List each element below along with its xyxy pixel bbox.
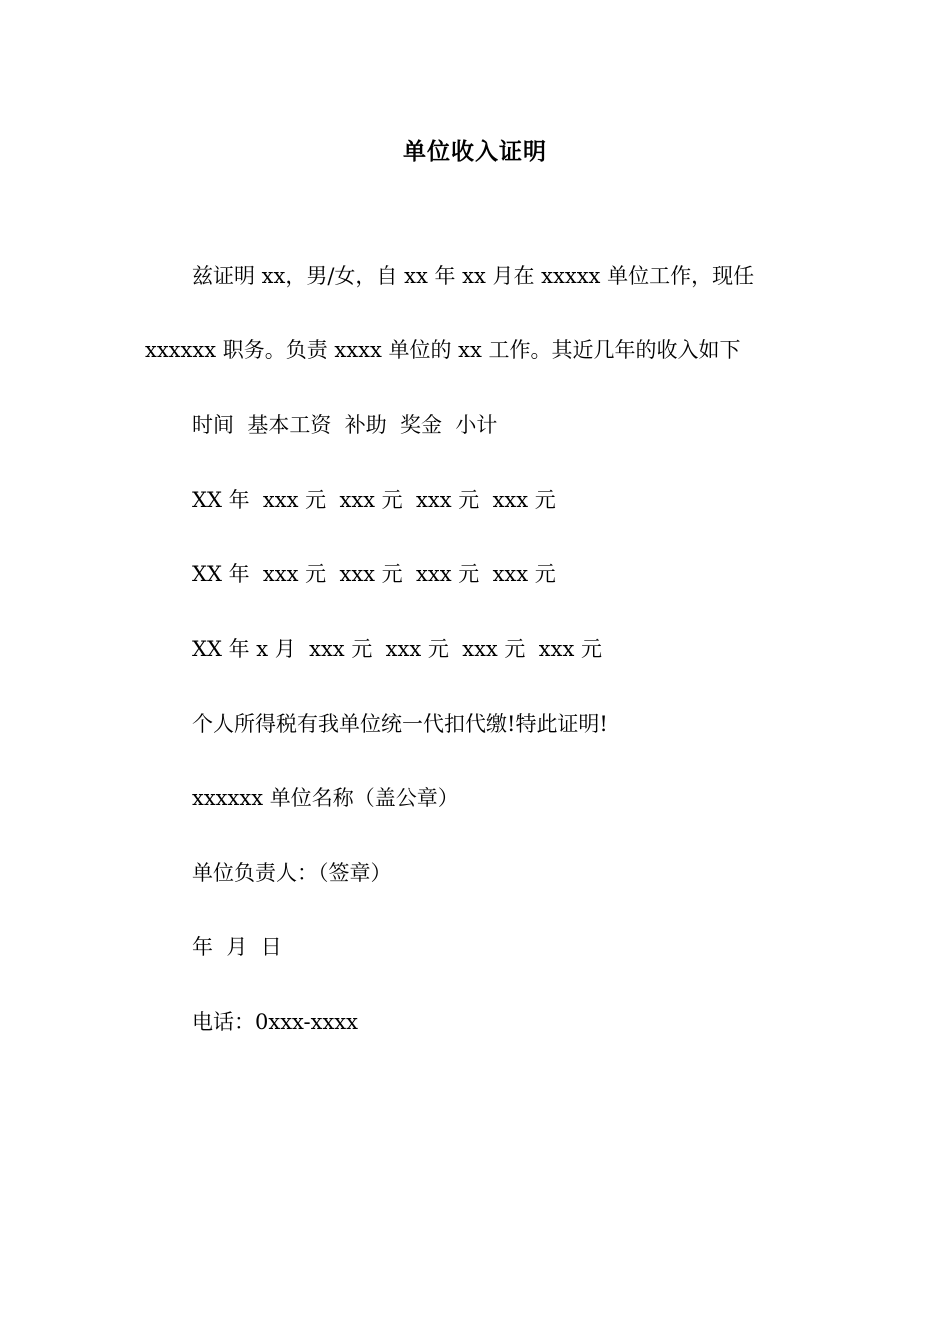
phone-line: 电话：0xxx-xxxx [192,1010,358,1034]
paragraph-line-1: 兹证明 xx，男/女，自 xx 年 xx 月在 xxxxx 单位工作，现任 [192,264,755,288]
paragraph-line-2: xxxxxx 职务。负责 xxxx 单位的 xx 工作。其近几年的收入如下 [145,338,741,362]
income-row-3: XX 年 x 月 xxx 元 xxx 元 xxx 元 xxx 元 [192,637,602,661]
income-table-header: 时间 基本工资 补助 奖金 小计 [192,413,498,437]
unit-name-line: xxxxxx 单位名称（盖公章） [192,786,459,810]
signer-line: 单位负责人：（签章） [192,861,392,885]
income-row-2: XX 年 xxx 元 xxx 元 xxx 元 xxx 元 [192,562,556,586]
document-title: 单位收入证明 [403,138,547,165]
tax-statement: 个人所得税有我单位统一代扣代缴!特此证明! [192,712,608,736]
date-line: 年 月 日 [192,935,282,959]
income-row-1: XX 年 xxx 元 xxx 元 xxx 元 xxx 元 [192,488,556,512]
